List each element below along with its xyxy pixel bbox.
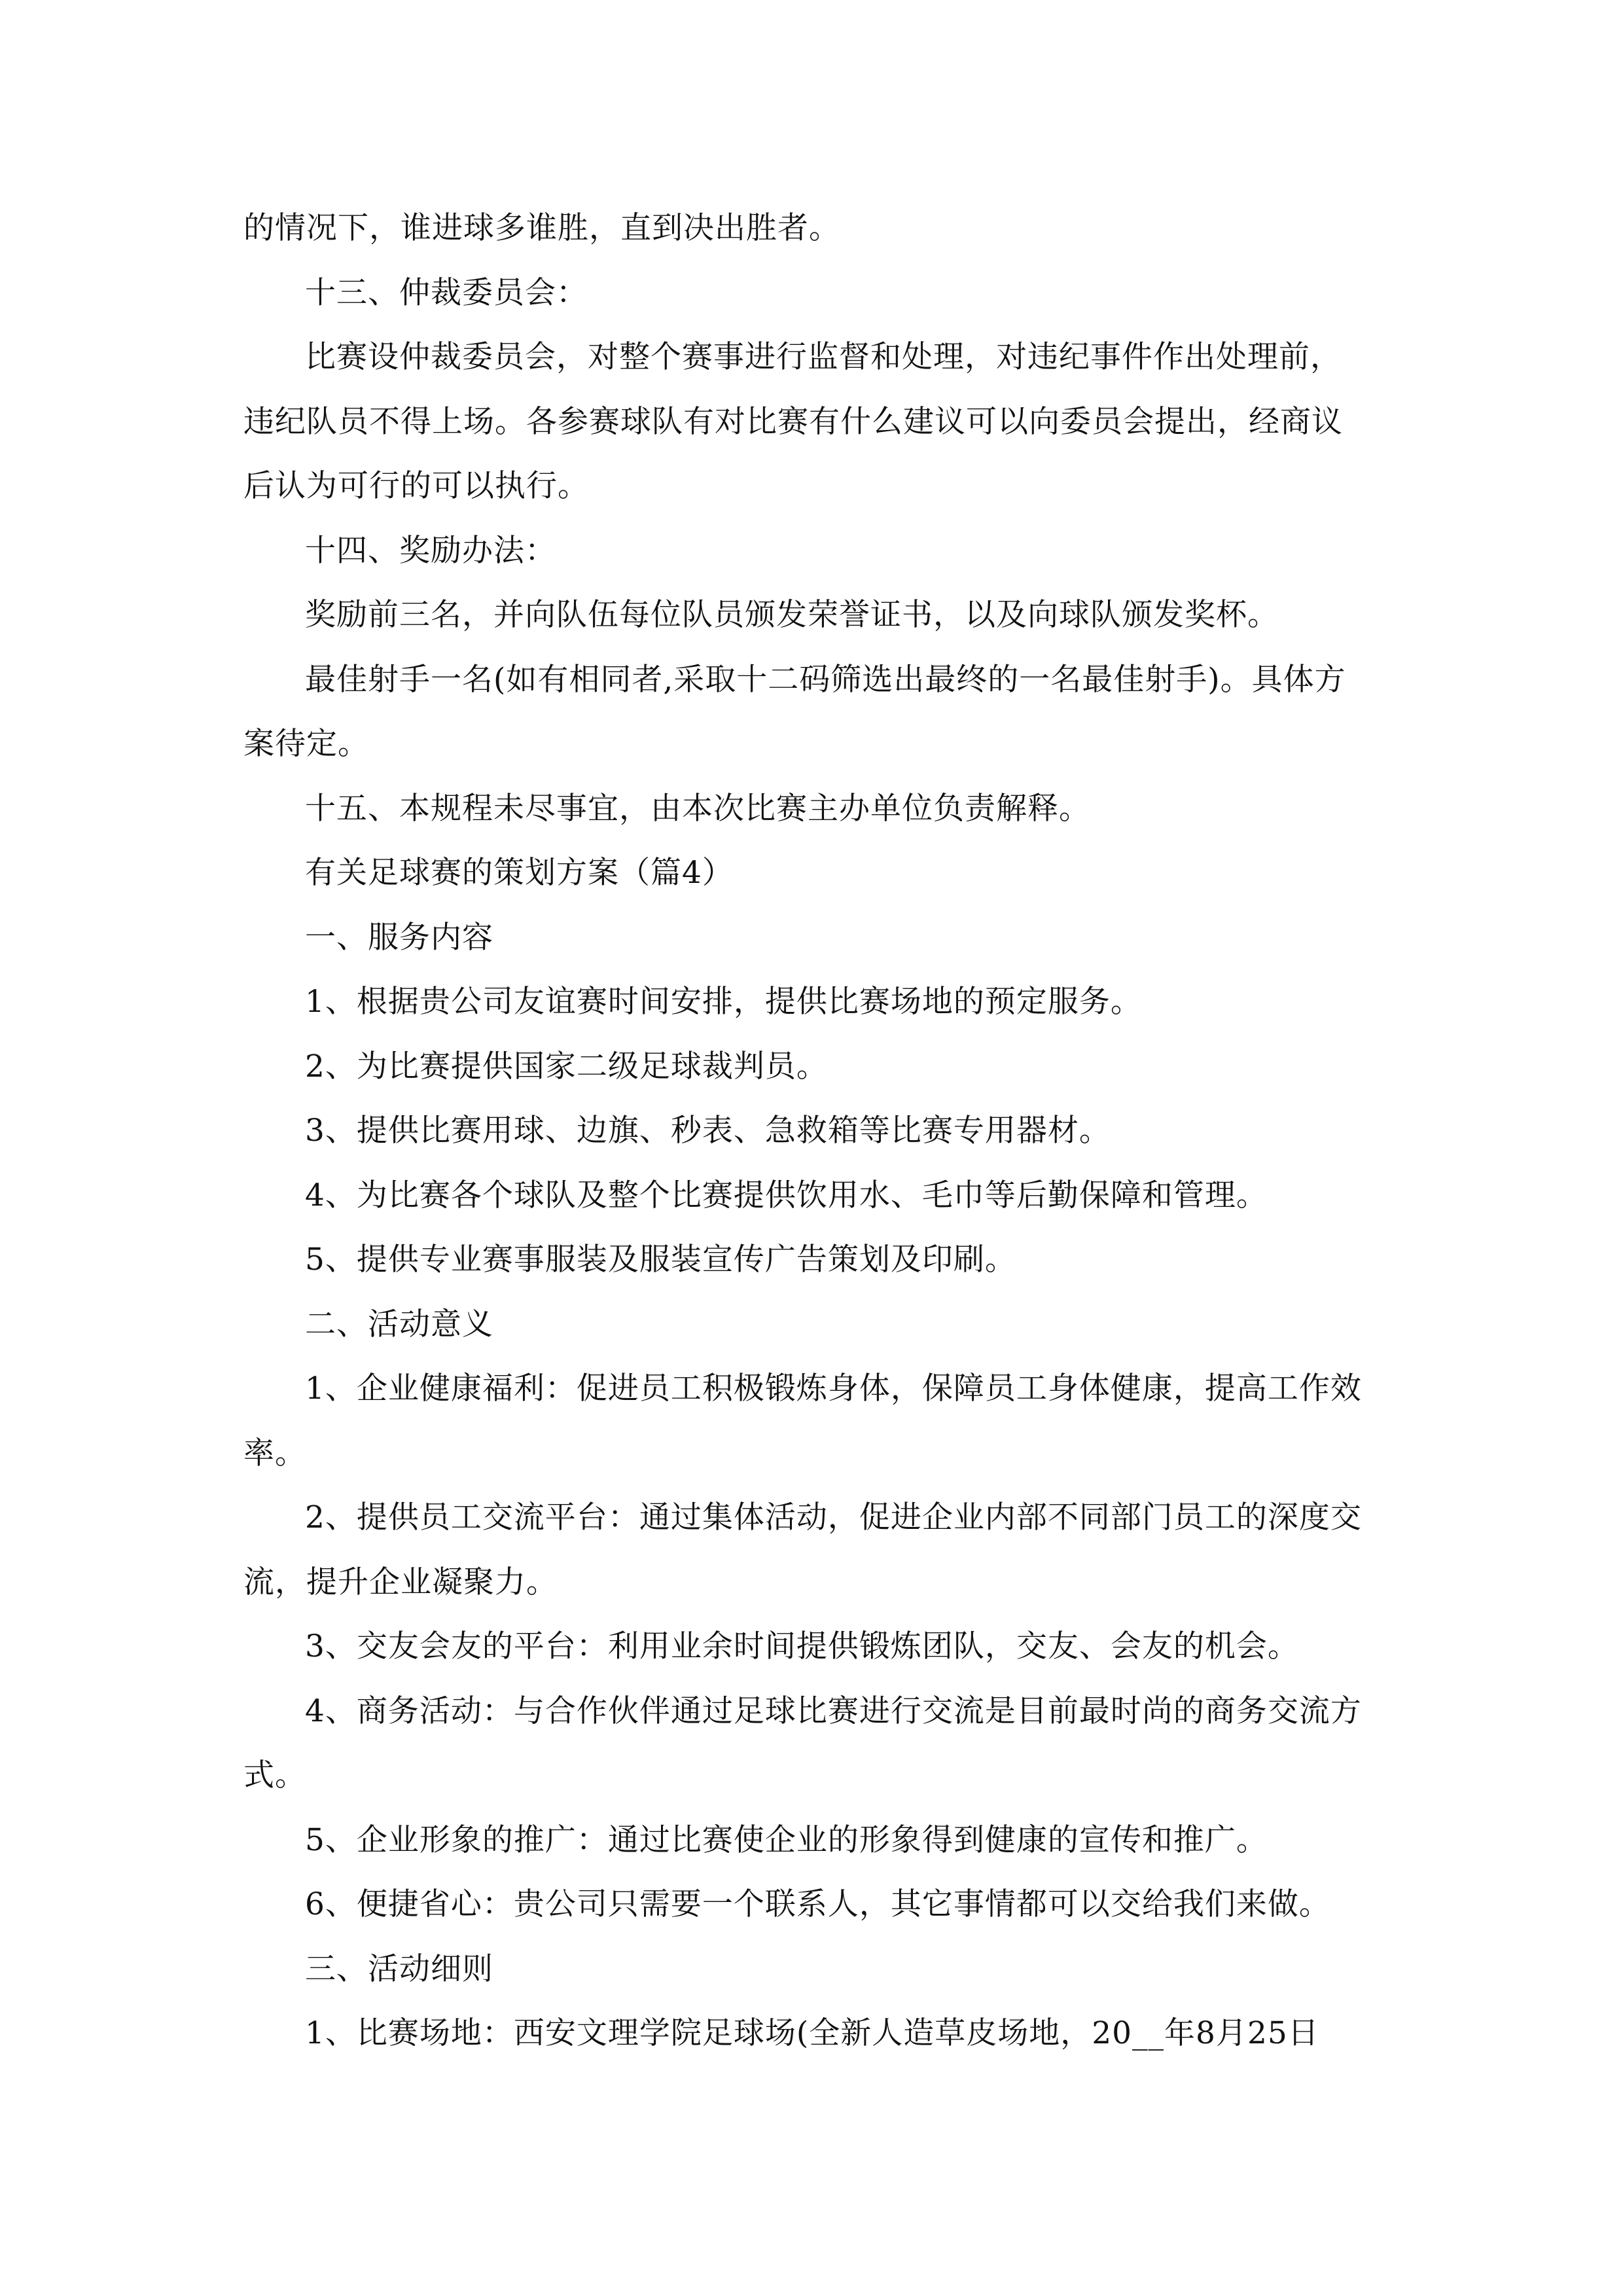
list-item: 2、为比赛提供国家二级足球裁判员。: [305, 1048, 828, 1085]
list-item: 3、提供比赛用球、边旗、秒表、急救箱等比赛专用器材。: [305, 1113, 1111, 1149]
paragraph-interpretation: 十五、本规程未尽事宜，由本次比赛主办单位负责解释。: [305, 790, 1090, 827]
document-body: [243, 196, 1369, 2066]
list-item: 1、根据贵公司友谊赛时间安排，提供比赛场地的预定服务。: [305, 984, 1142, 1020]
list-item: 4、商务活动：与合作伙伴通过足球比赛进行交流是目前最时尚的商务交流方式。: [243, 1693, 1362, 1793]
list-item: 5、提供专业赛事服装及服装宣传广告策划及印刷。: [305, 1242, 1016, 1278]
section-heading-arbitration: 十三、仲裁委员会：: [305, 274, 588, 311]
section-heading-significance: 二、活动意义: [305, 1306, 493, 1342]
paragraph-arbitration: 比赛设仲裁委员会，对整个赛事进行监督和处理，对违纪事件作出处理前，违纪队员不得上场。各参赛球队有对比赛有什么建议可以向委员会提出，经商议后认为可行的可以执行。: [243, 339, 1343, 504]
list-item: 1、企业健康福利：促进员工积极锻炼身体，保障员工身体健康，提高工作效率。: [243, 1371, 1362, 1471]
paragraph-rewards-top-scorer: 最佳射手一名(如有相同者,采取十二码筛选出最终的一名最佳射手)。具体方案待定。: [243, 661, 1346, 762]
list-item: 6、便捷省心：贵公司只需要一个联系人，其它事情都可以交给我们来做。: [305, 1886, 1330, 1922]
section-heading-rewards: 十四、奖励办法：: [305, 532, 556, 569]
list-item: 3、交友会友的平台：利用业余时间提供锻炼团队，交友、会友的机会。: [305, 1628, 1299, 1664]
list-item: 1、比赛场地：西安文理学院足球场(全新人造草皮场地，20__年8月25日: [305, 2015, 1319, 2051]
document-subtitle: 有关足球赛的策划方案（篇4）: [305, 855, 734, 891]
section-heading-details: 三、活动细则: [305, 1950, 493, 1987]
section-heading-services: 一、服务内容: [305, 919, 493, 956]
paragraph-continuation: 的情况下，谁进球多谁胜，直到决出胜者。: [243, 210, 840, 246]
paragraph-rewards-top3: 奖励前三名，并向队伍每位队员颁发荣誉证书，以及向球队颁发奖杯。: [305, 597, 1279, 633]
list-item: 2、提供员工交流平台：通过集体活动，促进企业内部不同部门员工的深度交流，提升企业凝聚力。: [243, 1499, 1362, 1600]
list-item: 4、为比赛各个球队及整个比赛提供饮用水、毛巾等后勤保障和管理。: [305, 1177, 1268, 1213]
list-item: 5、企业形象的推广：通过比赛使企业的形象得到健康的宣传和推广。: [305, 1821, 1268, 1858]
